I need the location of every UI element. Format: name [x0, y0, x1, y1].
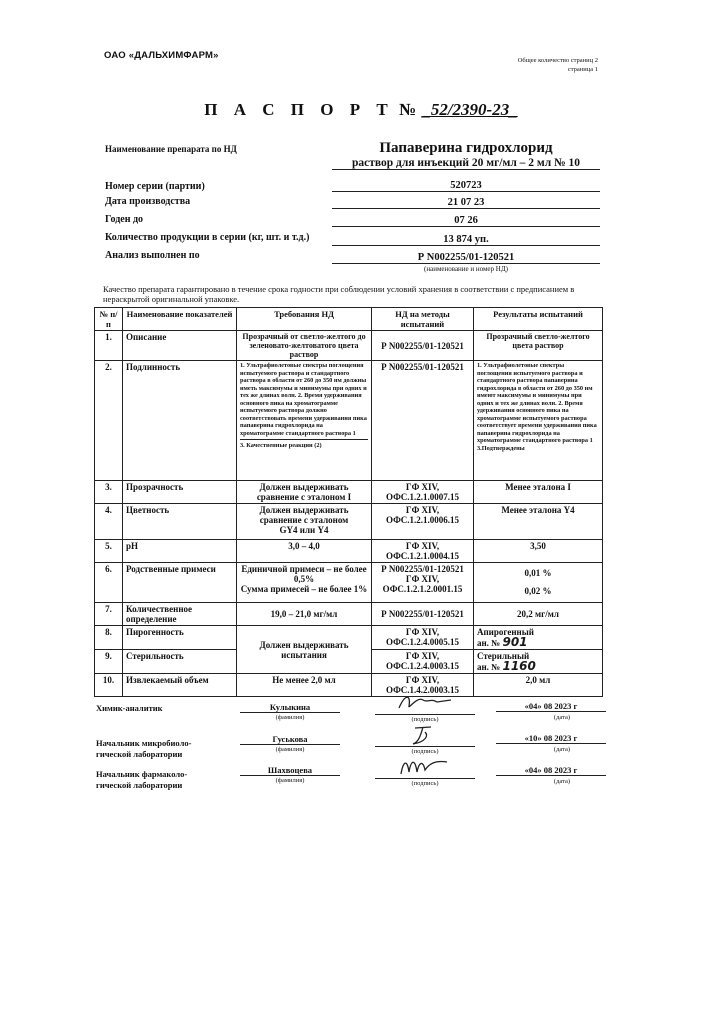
table-row: [95, 481, 603, 504]
row-req-extra: GY4 или Y4: [279, 525, 329, 535]
table-row: [95, 603, 603, 626]
sig-name-chemist: Кулыкина: [240, 702, 340, 713]
row-result: Менее эталона Y4: [474, 504, 603, 540]
row-result-extra: 0,02 %: [524, 586, 552, 596]
sig-name-caption: (фамилия): [275, 746, 305, 753]
sig-sign-caption: (подпись): [411, 780, 439, 787]
guarantee-text: Качество препарата гарантировано в течение срока годности при соблюдении условий хранения в соответствии с предписанием в нераскрытой оригинальной упаковке.: [103, 284, 575, 304]
row-name: Родственные примеси: [123, 563, 237, 603]
row-req: [237, 563, 372, 603]
row-method: ГФ XIV, ОФС.1.2.4.0003.15: [372, 650, 474, 674]
row-num: 6.: [95, 563, 123, 603]
row-num: 1.: [95, 331, 123, 361]
sig-name-pharmacology: Шахвоцева: [240, 765, 340, 776]
sig-title-pharmacology: Начальник фармаколо-гической лаборатории: [96, 769, 188, 790]
row-result: Прозрачный светло-желтого цвета раствор: [474, 331, 603, 361]
row-name: Цветность: [123, 504, 237, 540]
row-method: Р N002255/01-120521: [372, 331, 474, 361]
sig-date-chemist: «04» 08 2023 г: [496, 701, 606, 712]
sig-name-caption: (фамилия): [275, 777, 305, 784]
row-num: 10.: [95, 674, 123, 697]
analysis-value: Р N002255/01-120521: [332, 252, 600, 264]
row-method: Р N002255/01-120521: [372, 361, 474, 481]
sig-title-microbiology: Начальник микробиоло-гической лаборатории: [96, 738, 192, 759]
page-count: [508, 56, 598, 74]
row-req-extra: Сумма примесей – не более 1%: [240, 584, 368, 594]
row-method: ГФ XIV, ОФС.1.2.4.0005.15: [372, 626, 474, 650]
table-row: [95, 331, 603, 361]
row-name: Стерильность: [123, 650, 237, 674]
row-req: [237, 361, 372, 481]
production-date-label: Дата производства: [105, 196, 191, 207]
row-num: 7.: [95, 603, 123, 626]
quality-table: [94, 307, 603, 697]
production-date-value: 21 07 23: [332, 197, 600, 209]
passport-title-prefix: П А С П О Р Т: [204, 100, 394, 119]
row-name: Прозрачность: [123, 481, 237, 504]
row-req: Должен выдерживать сравнение с эталоном I: [237, 481, 372, 504]
sig-sign-caption: (подпись): [411, 716, 439, 723]
row-num: 2.: [95, 361, 123, 481]
row-result: Менее эталона I: [474, 481, 603, 504]
quantity-value: 13 874 уп.: [332, 234, 600, 246]
row-req: Прозрачный от светло-желтого до зеленовато-желтоватого цвета раствор: [237, 331, 372, 361]
row-req: Не менее 2,0 мл: [237, 674, 372, 697]
expiry-value: 07 26: [332, 215, 600, 227]
quantity-label: Количество продукции в серии (кг, шт. и т.д.): [105, 232, 310, 243]
row-result: 20,2 мг/мл: [474, 603, 603, 626]
row-method: Р N002255/01-120521: [372, 603, 474, 626]
row-result: 2,0 мл: [474, 674, 603, 697]
analysis-number-handwritten: 901: [502, 635, 528, 649]
row-method: [372, 563, 474, 603]
row-req: 3,0 – 4,0: [237, 540, 372, 563]
table-row: [95, 540, 603, 563]
row-method-text: Р N002255/01-120521: [381, 564, 464, 574]
table-row: [95, 674, 603, 697]
row-req: Должен выдерживать испытания: [237, 626, 372, 674]
company-name: ОАО «ДАЛЬХИМФАРМ»: [104, 50, 219, 61]
header-requirements: Требования НД: [237, 308, 372, 331]
row-result: [474, 626, 603, 650]
page-total: Общее количество страниц 2: [517, 57, 598, 64]
row-method-extra: ГФ XIV, ОФС.1.2.1.2.0001.15: [382, 574, 463, 594]
series-value: 520723: [332, 180, 600, 192]
sig-date-caption: (дата): [553, 746, 571, 753]
row-result-text: 1. Ультрафиолетовые спектры поглощения испытуемого раствора и стандартного раствора папаверина гидрохлорида в области от 260 до 350 нм имеют максимумы и минимумы при одних и тех же длинах волн. 2. Время удерживания основного пика на хроматограмме испытуемого раствора соответствует времени удерживания пика папаверина гидрохлорида на хроматограмме стандартного раствора 1: [477, 362, 597, 444]
drug-form-text: раствор для инъекций 20 мг/мл – 2 мл № 10: [332, 157, 600, 170]
row-num: 9.: [95, 650, 123, 674]
passport-title: [0, 100, 722, 120]
signature-pharmacology: [395, 754, 455, 778]
signature-microbiology: [395, 722, 455, 746]
row-name: Извлекаемый объем: [123, 674, 237, 697]
sig-title-chemist: Химик-аналитик: [96, 703, 163, 713]
sig-date-caption: (дата): [553, 778, 571, 785]
row-name: Описание: [123, 331, 237, 361]
passport-title-sign: №: [398, 100, 418, 119]
sig-sign-caption: (подпись): [411, 748, 439, 755]
row-num: 3.: [95, 481, 123, 504]
row-result: [474, 563, 603, 603]
header-method: НД на методы испытаний: [372, 308, 474, 331]
table-header-row: [95, 308, 603, 331]
row-name: Количественное определение: [123, 603, 237, 626]
header-results: Результаты испытаний: [474, 308, 603, 331]
row-result-extra: ан. №: [477, 662, 501, 672]
row-result-text: Апирогенный: [477, 627, 534, 637]
analysis-label: Анализ выполнен по: [105, 250, 200, 261]
header-name: Наименование показателей: [123, 308, 237, 331]
row-method: ГФ XIV, ОФС.1.4.2.0003.15: [372, 674, 474, 697]
row-result-extra: ан. №: [477, 638, 501, 648]
row-name: Пирогенность: [123, 626, 237, 650]
header-num: № п/п: [95, 308, 123, 331]
page-current: страница 1: [567, 66, 598, 73]
analysis-caption: (наименование и номер НД): [424, 265, 508, 273]
row-method: ГФ XIV, ОФС.1.2.1.0006.15: [372, 504, 474, 540]
row-num: 5.: [95, 540, 123, 563]
table-row: [95, 504, 603, 540]
row-req: 19,0 – 21,0 мг/мл: [237, 603, 372, 626]
table-row: [95, 361, 603, 481]
drug-label: Наименование препарата по НД: [105, 144, 237, 154]
row-result: [474, 361, 603, 481]
row-result-text: 0,01 %: [524, 568, 552, 578]
sig-date-caption: (дата): [553, 714, 571, 721]
passport-number: _52/2390-23_: [422, 100, 518, 119]
row-result-extra: 3.Подтверждены: [477, 444, 525, 452]
row-name: Подлинность: [123, 361, 237, 481]
table-row: [95, 563, 603, 603]
row-name: pH: [123, 540, 237, 563]
signature-chemist: [395, 690, 455, 714]
row-result-analysis: [477, 637, 599, 648]
drug-name: [332, 140, 600, 170]
row-result-text: Стерильный: [477, 651, 530, 661]
row-method: ГФ XIV, ОФС.1.2.1.0007.15: [372, 481, 474, 504]
row-req-text: 1. Ультрафиолетовые спектры поглощения испытуемого раствора и стандартного раствора в области от 260 до 350 нм должны иметь максимумы и минимумы при одних и тех же длинах волн. 2. Время удерживания основного пика на хроматограмме испытуемого раствора должно соответствовать времени удерживания пика папаверина гидрохлорида на хроматограмме стандартного раствора 1: [240, 362, 367, 437]
expiry-label: Годен до: [105, 214, 144, 225]
analysis-number-handwritten: 1160: [502, 659, 536, 673]
row-result: [474, 650, 603, 674]
series-label: Номер серии (партии): [105, 181, 205, 192]
table-row: [95, 626, 603, 650]
sig-name-microbiology: Гуськова: [240, 734, 340, 745]
sig-date-microbiology: «10» 08 2023 г: [496, 733, 606, 744]
sig-name-caption: (фамилия): [275, 714, 305, 721]
row-method: ГФ XIV, ОФС.1.2.1.0004.15: [372, 540, 474, 563]
row-result-analysis: [477, 661, 599, 672]
row-num: 4.: [95, 504, 123, 540]
row-req: [237, 504, 372, 540]
row-result: 3,50: [474, 540, 603, 563]
row-req-text: Единичной примеси – не более 0,5%: [241, 564, 367, 584]
row-req-text: Должен выдерживать сравнение с эталоном: [259, 505, 349, 525]
drug-name-text: Папаверина гидрохлорид: [379, 140, 553, 156]
row-req-extra: 3. Качественные реакции (2): [240, 439, 368, 450]
row-num: 8.: [95, 626, 123, 650]
sig-date-pharmacology: «04» 08 2023 г: [496, 765, 606, 776]
